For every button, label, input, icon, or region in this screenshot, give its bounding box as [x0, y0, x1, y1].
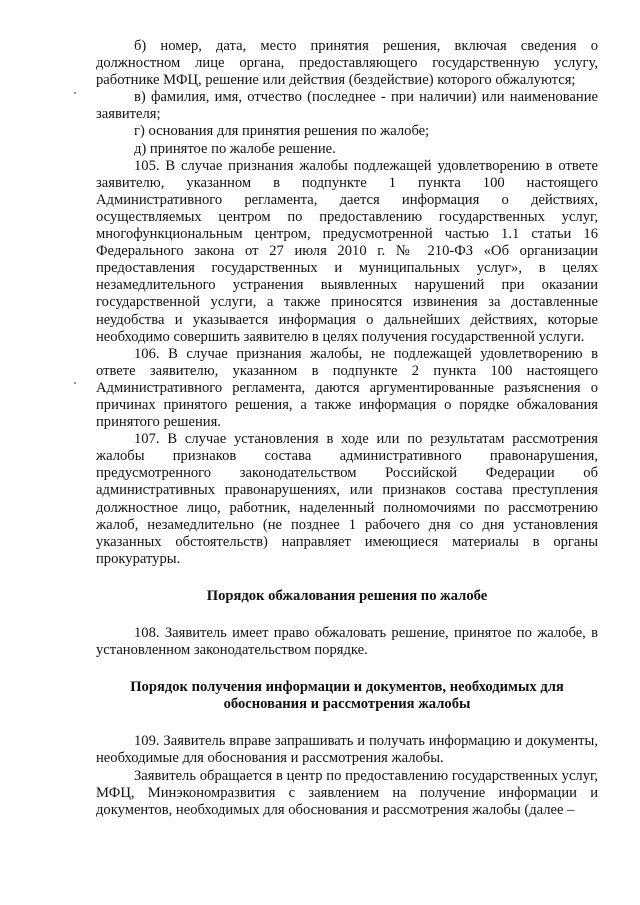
section-heading-appeal: Порядок обжалования решения по жалобе — [206, 587, 488, 604]
scan-mark — [74, 382, 76, 384]
paragraph-d: д) принятое по жалобе решение. — [134, 140, 336, 157]
paragraph-v: в) фамилия, имя, отчество (последнее - при наличии) или наименование заявителя; — [96, 89, 598, 123]
paragraph-108: 108. Заявитель имеет право обжаловать решение, принятое по жалобе, в установленном законодательством порядке. — [96, 625, 598, 659]
paragraph-b: б) номер, дата, место принятия решения, включая сведения о должностном лице органа, предоставляющего государственную услугу, работнике МФЦ, решение или действия (бездействие) которого обжалуются; — [96, 38, 598, 89]
paragraph-106: 106. В случае признания жалобы, не подлежащей удовлетворению в ответе заявителю, указанном в подпункте 2 пункта 100 настоящего Административного регламента, даются аргументированные разъяснения о причинах принятого решения, а также информация о порядке обжалования принятого решения. — [96, 345, 598, 431]
paragraph-105: 105. В случае признания жалобы подлежащей удовлетворению в ответе заявителю, указанном в подпункте 1 пункта 100 настоящего Административного регламента, дается информация о действиях, осуществляемых центром по предоставлению государственных услуг, многофункциональным центром, предусмотренной частью 1.1 статьи 16 Федерального закона от 27 июля 2010 г. № 210-ФЗ «Об организации предоставления государственных и муниципальных услуг», в целях незамедлительного устранения выявленных нарушений при оказании государственной услуги, а также приносятся извинения за доставленные неудобства и указывается информация о дальнейших действиях, которые необходимо совершить заявителю в целях получения государственной услуги. — [96, 157, 598, 345]
paragraph-109: 109. Заявитель вправе запрашивать и получать информацию и документы, необходимые для обоснования и рассмотрения жалобы. — [96, 733, 598, 767]
section-heading-information: Порядок получения информации и документов, необходимых для обоснования и рассмотрения жалобы — [130, 679, 564, 713]
paragraph-107: 107. В случае установления в ходе или по результатам рассмотрения жалобы признаков состава административного правонарушения, предусмотренного законодательством Российской Федерации об административных правонарушениях, или признаков состава преступления должностное лицо, работник, наделенный полномочиями по рассмотрению жалоб, незамедлительно (не позднее 1 рабочего дня со дня установления указанных обстоятельств) направляет имеющиеся материалы в органы прокуратуры. — [96, 431, 598, 567]
paragraph-last: Заявитель обращается в центр по предоставлению государственных услуг, МФЦ, Минэкономразвития с заявлением на получение информации и документов, необходимых для обоснования и рассмотрения жалобы (далее – — [96, 767, 598, 818]
paragraph-g: г) основания для принятия решения по жалобе; — [134, 123, 430, 140]
scan-mark — [74, 92, 76, 94]
document-body — [96, 38, 598, 819]
